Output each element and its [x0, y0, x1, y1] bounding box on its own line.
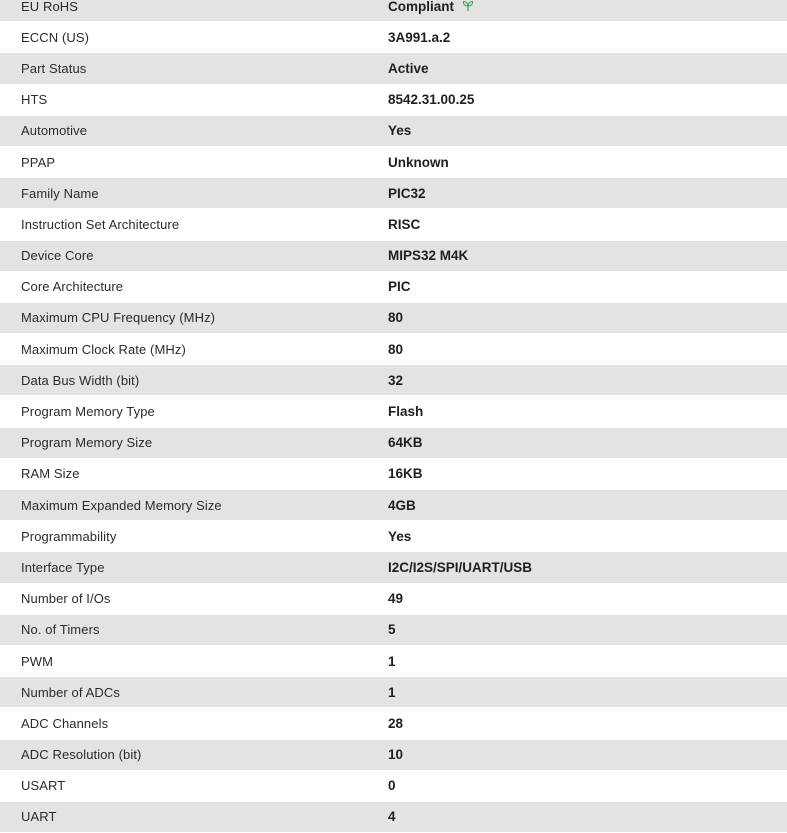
spec-value: 5: [388, 622, 396, 638]
spec-value: PIC: [388, 279, 411, 295]
spec-row-data-bus-width: [0, 365, 787, 396]
spec-value: 10: [388, 747, 404, 763]
spec-label: Interface Type: [21, 559, 105, 575]
spec-row-max-expanded-memory: [0, 490, 787, 521]
spec-row-adc-resolution: [0, 740, 787, 771]
spec-row-core-architecture: [0, 272, 787, 303]
spec-value: 4GB: [388, 497, 416, 513]
spec-label: Program Memory Size: [21, 435, 153, 451]
spec-value: RISC: [388, 216, 421, 232]
spec-row-eu-rohs: [0, 0, 787, 22]
spec-label: ADC Channels: [21, 715, 109, 731]
spec-value: 8542.31.00.25: [388, 92, 475, 108]
spec-label: No. of Timers: [21, 622, 100, 638]
spec-row-ram-size: [0, 459, 787, 490]
spec-label: Device Core: [21, 248, 94, 264]
spec-value: MIPS32 M4K: [388, 248, 469, 264]
spec-label: Automotive: [21, 123, 88, 139]
spec-row-automotive: [0, 116, 787, 147]
spec-label: Program Memory Type: [21, 404, 155, 420]
spec-value: 1: [388, 653, 396, 669]
spec-value: Active: [388, 60, 429, 76]
spec-row-isa: [0, 209, 787, 240]
spec-value: Compliant: [388, 0, 454, 14]
spec-row-programmability: [0, 521, 787, 552]
spec-label: PWM: [21, 653, 54, 669]
spec-value: Unknown: [388, 154, 449, 170]
leaf-icon: [461, 0, 475, 13]
spec-label: Maximum Clock Rate (MHz): [21, 341, 186, 357]
spec-label: HTS: [21, 92, 48, 108]
spec-value: 80: [388, 341, 404, 357]
spec-label: Number of ADCs: [21, 684, 120, 700]
spec-value: PIC32: [388, 185, 426, 201]
spec-row-family-name: [0, 178, 787, 209]
spec-label: Data Bus Width (bit): [21, 372, 140, 388]
spec-label: Maximum CPU Frequency (MHz): [21, 310, 216, 326]
spec-label: Number of I/Os: [21, 591, 111, 607]
spec-value: 28: [388, 715, 404, 731]
spec-label: Family Name: [21, 185, 99, 201]
spec-label: ECCN (US): [21, 29, 90, 45]
spec-row-device-core: [0, 241, 787, 272]
spec-label: Core Architecture: [21, 279, 124, 295]
spec-label: PPAP: [21, 154, 56, 170]
spec-row-timers: [0, 615, 787, 646]
spec-label: ADC Resolution (bit): [21, 747, 142, 763]
spec-row-program-memory-size: [0, 428, 787, 459]
spec-row-interface-type: [0, 552, 787, 583]
spec-row-ppap: [0, 147, 787, 178]
spec-label: Part Status: [21, 60, 87, 76]
spec-value: Flash: [388, 404, 424, 420]
spec-label: EU RoHS: [21, 0, 79, 14]
spec-row-uart: [0, 802, 787, 833]
spec-value: 0: [388, 778, 396, 794]
spec-label: Programmability: [21, 528, 117, 544]
spec-value: 3A991.a.2: [388, 29, 451, 45]
spec-value: 16KB: [388, 466, 423, 482]
spec-value-wrap: [388, 0, 787, 14]
spec-value: Yes: [388, 528, 412, 544]
spec-row-part-status: [0, 53, 787, 84]
spec-row-hts: [0, 85, 787, 116]
spec-value: 49: [388, 591, 404, 607]
spec-row-eccn: [0, 22, 787, 53]
spec-label: RAM Size: [21, 466, 80, 482]
spec-row-adc-channels: [0, 708, 787, 739]
spec-value: Yes: [388, 123, 412, 139]
spec-row-max-cpu-frequency: [0, 303, 787, 334]
spec-label: USART: [21, 778, 66, 794]
spec-value: I2C/I2S/SPI/UART/USB: [388, 559, 533, 575]
spec-row-max-clock-rate: [0, 334, 787, 365]
spec-value: 1: [388, 684, 396, 700]
spec-row-usart: [0, 771, 787, 802]
spec-value: 32: [388, 372, 404, 388]
spec-value: 64KB: [388, 435, 423, 451]
spec-row-program-memory-type: [0, 396, 787, 427]
spec-value: 4: [388, 809, 396, 825]
spec-row-number-of-ios: [0, 584, 787, 615]
spec-label: Maximum Expanded Memory Size: [21, 497, 222, 513]
spec-label: UART: [21, 809, 57, 825]
spec-row-pwm: [0, 646, 787, 677]
spec-value: 80: [388, 310, 404, 326]
spec-label: Instruction Set Architecture: [21, 216, 180, 232]
spec-row-number-of-adcs: [0, 677, 787, 708]
